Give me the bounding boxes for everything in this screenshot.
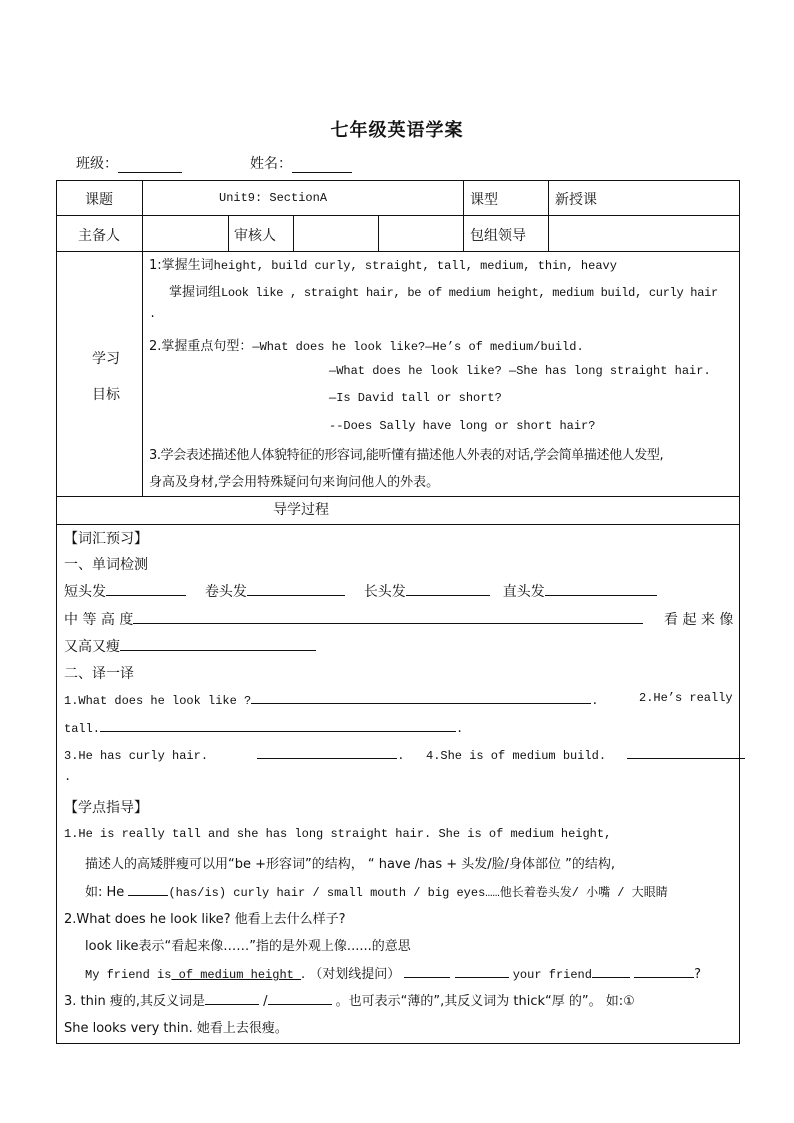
goal-line-5: —What does he look like? —She has long straight hair. (329, 364, 711, 378)
topic-value: Unit9: SectionA (219, 191, 328, 205)
word-row-2: 中 等 高 度 (64, 609, 643, 629)
translate-2-blank[interactable] (100, 719, 456, 732)
goal-line-1: 1:掌握生词height, build curly, straight, tall, medium, thin, heavy (149, 258, 617, 273)
translate-1: 1.What does he look like ? . (64, 691, 598, 708)
goal-line-7: --Does Sally have long or short hair? (329, 419, 596, 433)
question-blank-4[interactable] (634, 965, 694, 978)
goal-line-6: —Is David tall or short? (329, 391, 502, 405)
goal-line-3: . (149, 307, 157, 321)
point-1: 1.He is really tall and she has long straight hair. She is of medium height, (64, 827, 612, 841)
vocab-heading: 【词汇预习】 (64, 531, 148, 547)
short-hair-blank[interactable] (106, 583, 186, 596)
name-field (250, 153, 352, 173)
translate-3-blank[interactable] (257, 746, 397, 759)
medium-height-blank[interactable] (133, 611, 643, 624)
question-blank-2[interactable] (455, 965, 509, 978)
translate-2-start: 2.He’s really (639, 691, 733, 705)
topic-label: 课题 (85, 192, 113, 208)
question-blank-3[interactable] (592, 965, 630, 978)
antonym-blank-1[interactable] (205, 992, 259, 1005)
long-hair-blank[interactable] (406, 583, 490, 596)
translate-1-blank[interactable] (251, 691, 591, 704)
straight-hair-blank[interactable] (545, 583, 657, 596)
translate-4-end: . (64, 770, 72, 784)
class-field (76, 153, 182, 173)
reviewer-label: 审核人 (234, 228, 276, 244)
lesson-type-label: 课型 (470, 192, 498, 208)
curly-hair-blank[interactable] (247, 583, 345, 596)
section-word-check: 一、单词检测 (64, 557, 148, 573)
preparer-label: 主备人 (78, 228, 120, 244)
goal-line-9: 身高及身材,学会用特殊疑问句来询问他人的外表。 (149, 475, 440, 490)
word-row-1: 短头发 卷头发 长头发 直头发 (64, 581, 657, 601)
goals-label-2: 目标 (92, 387, 120, 403)
translate-4: 4.She is of medium build. (426, 746, 745, 763)
class-blank[interactable] (118, 158, 182, 173)
point-3-example: She looks very thin. 她看上去很瘦。 (64, 1021, 288, 1036)
lesson-type-value: 新授课 (555, 192, 597, 208)
goals-label-1: 学习 (92, 351, 120, 367)
points-heading: 【学点指导】 (64, 800, 148, 816)
translate-3: 3.He has curly hair. . (64, 746, 404, 763)
name-blank[interactable] (292, 158, 352, 173)
goal-line-4: 2.掌握重点句型：—What does he look like?—He’s of medium/build. (149, 339, 584, 354)
page-title: 七年级英语学案 (330, 120, 464, 141)
point-2: 2.What does he look like? 他看上去什么样子? (64, 912, 346, 927)
name-label: 姓名： (250, 156, 292, 172)
point-3: 3. thin 瘦的,其反义词是 / 。也可表示“薄的”,其反义词为 thick“厚 的”。 如:① (64, 994, 635, 1009)
question-blank-1[interactable] (404, 965, 450, 978)
point-1-note: 描述人的高矮胖瘦可以用“be +形容词”的结构， “ have /has + 头发/脸/身体部位 ”的结构, (85, 857, 616, 872)
class-label: 班级： (76, 156, 118, 172)
point-2-example: My friend is of medium height . （对划线提问） your friend ? (85, 967, 701, 982)
point-2-note: look like表示“看起来像……”指的是外观上像......的意思 (85, 939, 411, 954)
tall-thin-blank[interactable] (120, 638, 316, 651)
has-is-blank[interactable] (128, 883, 168, 896)
section-translate: 二、译一译 (64, 666, 134, 682)
goal-line-8: 3.学会表述描述他人体貌特征的形容词,能听懂有描述他人外表的对话,学会简单描述他人发型, (149, 448, 664, 463)
looks-like-label: 看 起 来 像 (664, 612, 734, 628)
goal-line-2: 掌握词组Look like , straight hair, be of medium height, medium build, curly hair (169, 285, 718, 300)
process-header: 导学过程 (273, 502, 329, 518)
translate-4-blank[interactable] (627, 746, 745, 759)
antonym-blank-2[interactable] (268, 992, 332, 1005)
translate-2: tall. . (64, 719, 463, 736)
group-leader-label: 包组领导 (470, 228, 526, 244)
word-row-3: 又高又瘦 (64, 636, 316, 656)
point-1-example: 如: He (has/is) curly hair / small mouth / big eyes……他长着卷头发/ 小嘴 / 大眼睛 (85, 885, 668, 900)
